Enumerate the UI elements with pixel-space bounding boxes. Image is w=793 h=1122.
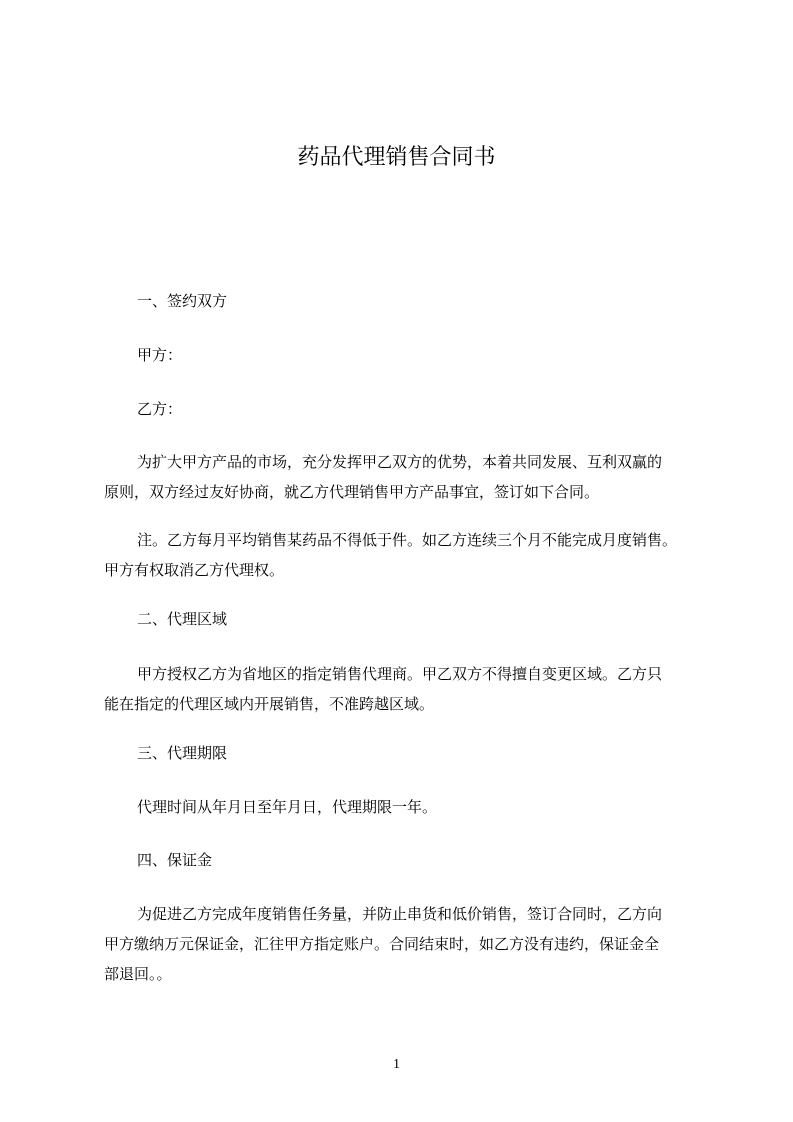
term-paragraph: 代理时间从年月日至年月日，代理期限一年。: [137, 798, 438, 816]
intro-line-2: 原则，双方经过友好协商，就乙方代理销售甲方产品事宜，签订如下合同。: [104, 483, 600, 501]
region-line-1: 甲方授权乙方为省地区的指定销售代理商。甲乙双方不得擅自变更区域。乙方只: [137, 665, 663, 683]
party-a-line: 甲方：: [137, 346, 183, 364]
section-heading-term: 三、代理期限: [137, 744, 228, 762]
deposit-line-1: 为促进乙方完成年度销售任务量，并防止串货和低价销售，签订合同时，乙方向: [137, 905, 663, 923]
section-heading-deposit: 四、保证金: [137, 851, 213, 869]
deposit-paragraph: [104, 899, 700, 989]
note-line-1: 注。乙方每月平均销售某药品不得低于件。如乙方连续三个月不能完成月度销售。: [137, 531, 678, 549]
party-b-line: 乙方：: [137, 400, 183, 418]
page-number: 1: [393, 1057, 400, 1072]
intro-line-1: 为扩大甲方产品的市场，充分发挥甲乙双方的优势，本着共同发展、互利双赢的: [137, 453, 663, 471]
note-line-2: 甲方有权取消乙方代理权。: [104, 561, 285, 579]
intro-paragraph: [104, 447, 700, 507]
document-title: 药品代理销售合同书: [297, 145, 496, 170]
section-heading-parties: 一、签约双方: [137, 292, 228, 310]
deposit-line-2: 甲方缴纳万元保证金，汇往甲方指定账户。合同结束时，如乙方没有违约，保证金全: [104, 935, 660, 953]
section-heading-region: 二、代理区域: [137, 610, 228, 628]
deposit-line-3: 部退回。。: [104, 965, 172, 983]
region-line-2: 能在指定的代理区域内开展销售，不准跨越区域。: [104, 695, 435, 713]
region-paragraph: [104, 659, 700, 719]
note-paragraph: [104, 525, 700, 585]
